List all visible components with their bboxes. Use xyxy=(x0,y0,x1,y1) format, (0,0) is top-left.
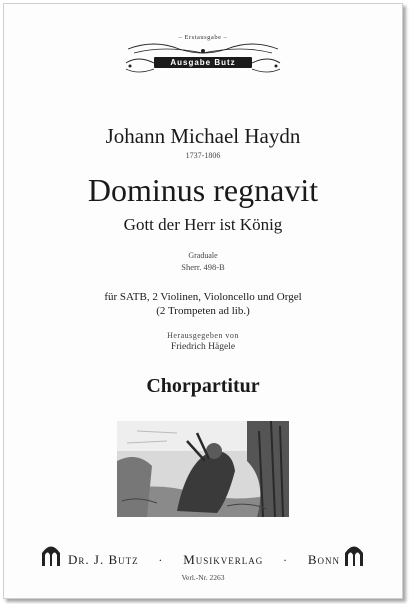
genre-label: Graduale xyxy=(188,251,218,260)
publisher-name: Dr. J. Butz xyxy=(68,552,139,567)
composer-dates: 1737-1806 xyxy=(185,151,221,160)
score-cover-page xyxy=(3,3,403,599)
gothic-arch-left-icon xyxy=(41,544,61,566)
scoring-line-2: (2 Trompeten ad lib.) xyxy=(156,305,250,317)
publisher-type: Musikverlag xyxy=(183,552,264,567)
editor-label: Herausgegeben von xyxy=(167,331,239,340)
publisher-logo xyxy=(124,34,282,78)
engraving-illustration xyxy=(117,421,289,517)
catalog-number: Sherr. 498-B xyxy=(181,262,225,272)
publisher-line xyxy=(68,552,340,568)
work-title: Dominus regnavit xyxy=(87,172,319,208)
logo-small-text: – Erstausgabe – xyxy=(178,34,228,41)
publisher-city: Bonn xyxy=(307,552,340,567)
separator-dot: · xyxy=(283,552,289,567)
scoring-line-1: für SATB, 2 Violinen, Violoncello und Orgel xyxy=(104,291,302,303)
work-subtitle: Gott der Herr ist König xyxy=(123,215,283,234)
editor-name: Friedrich Hägele xyxy=(170,342,236,352)
composer-name: Johann Michael Haydn xyxy=(105,124,301,148)
logo-band: Ausgabe Butz xyxy=(154,57,252,68)
plate-number: Verl.-Nr. 2263 xyxy=(181,573,225,582)
gothic-arch-right-icon xyxy=(344,544,364,566)
separator-dot: · xyxy=(158,552,164,567)
edition-type: Chorpartitur xyxy=(146,375,260,397)
